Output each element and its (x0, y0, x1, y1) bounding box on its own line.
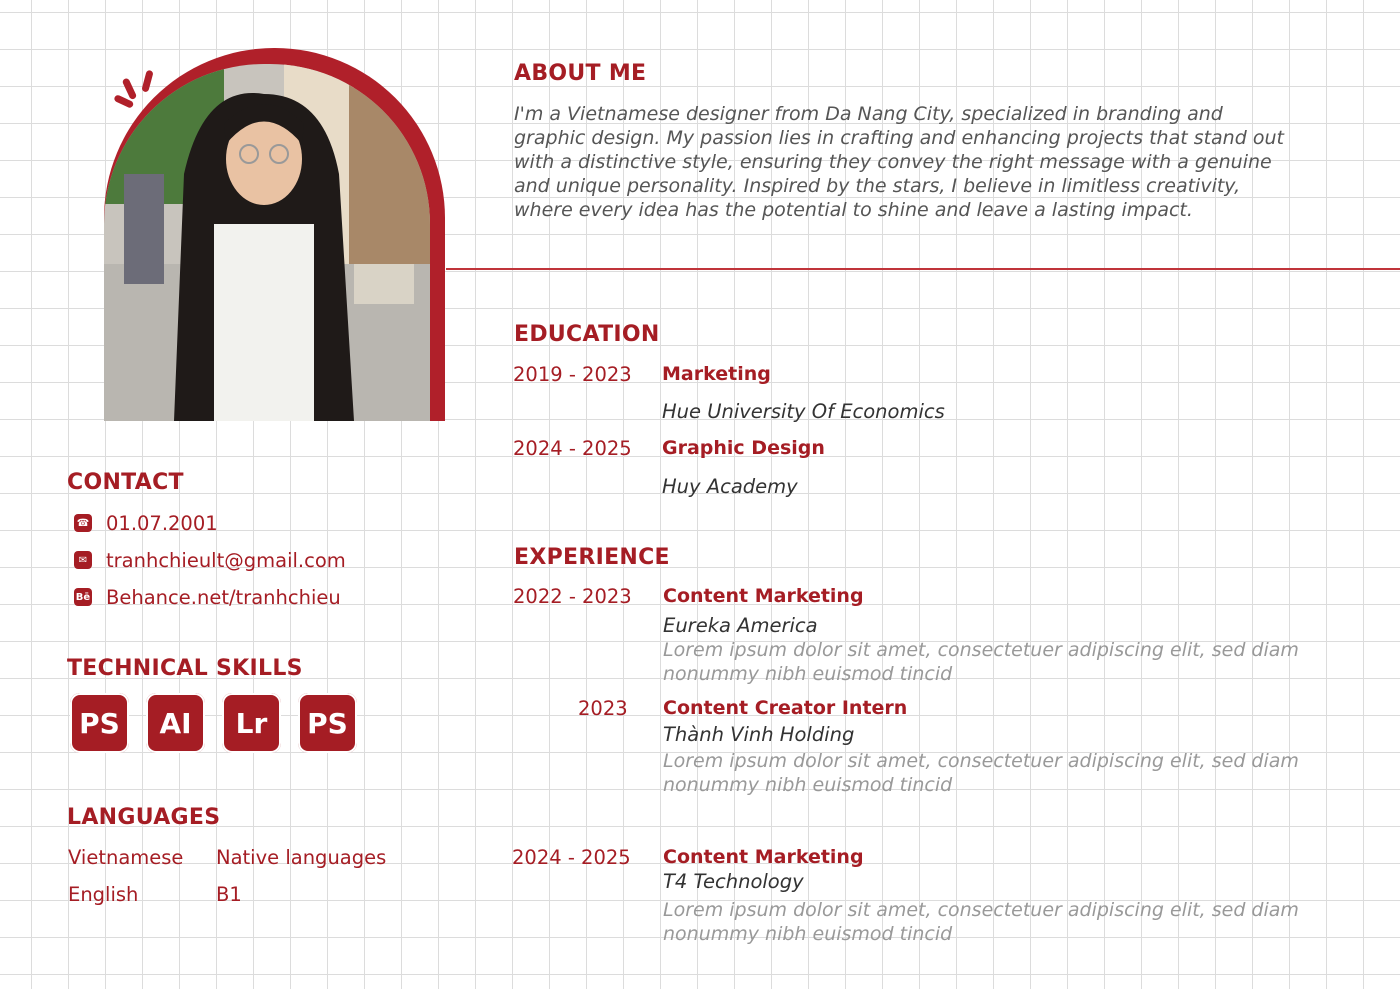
experience-role: Content Marketing (663, 846, 864, 868)
contact-title: CONTACT (67, 470, 184, 495)
experience-description: Lorem ipsum dolor sit amet, consectetuer adipiscing elit, sed diam nonummy nibh euismod tincid (663, 639, 1299, 685)
language-name: English (68, 883, 139, 906)
language-level: Native languages (216, 846, 387, 869)
phone-text: 01.07.2001 (106, 511, 218, 535)
skill-badge-photoshop: PS (298, 693, 357, 753)
experience-years: 2023 (578, 697, 628, 720)
phone-icon: ☎ (74, 514, 92, 532)
skill-badge-lightroom: Lr (222, 693, 281, 753)
contact-behance[interactable] (74, 585, 341, 609)
experience-years: 2024 - 2025 (512, 846, 631, 869)
sparkle-decoration-icon (112, 70, 162, 115)
education-school: Huy Academy (662, 475, 798, 498)
experience-title: EXPERIENCE (514, 545, 670, 570)
contact-phone (74, 511, 218, 535)
behance-icon: Bē (74, 588, 92, 606)
about-text: I'm a Vietnamese designer from Da Nang City, specialized in branding and graphic design. My passion lies in crafting and enhancing projects that stand out with a distinctive style, ensuring they convey the right message with a genuine and unique personality. Inspired by the stars, I believe in limitless creativity, where every idea has the potential to shine and leave a lasting impact. (514, 103, 1284, 221)
experience-company: Thành Vinh Holding (663, 723, 855, 746)
email-icon: ✉ (74, 551, 92, 569)
skills-title: TECHNICAL SKILLS (67, 656, 303, 681)
experience-years: 2022 - 2023 (513, 585, 632, 608)
education-years: 2019 - 2023 (513, 363, 632, 386)
experience-description: Lorem ipsum dolor sit amet, consectetuer adipiscing elit, sed diam nonummy nibh euismod tincid (663, 899, 1299, 945)
behance-text[interactable]: Behance.net/tranhchieu (106, 585, 341, 609)
email-text[interactable]: tranhchieult@gmail.com (106, 548, 346, 572)
education-school: Hue University Of Economics (662, 400, 945, 423)
experience-description: Lorem ipsum dolor sit amet, consectetuer adipiscing elit, sed diam nonummy nibh euismod tincid (663, 750, 1299, 796)
about-title: ABOUT ME (514, 61, 647, 86)
experience-company: Eureka America (663, 614, 818, 637)
education-degree: Graphic Design (662, 437, 825, 459)
education-years: 2024 - 2025 (513, 437, 632, 460)
experience-company: T4 Technology (663, 870, 804, 893)
profile-photo-illustration (104, 64, 430, 421)
contact-email[interactable] (74, 548, 346, 572)
education-degree: Marketing (662, 363, 771, 385)
profile-photo (104, 64, 430, 421)
languages-title: LANGUAGES (67, 805, 221, 830)
skill-badge-illustrator: AI (146, 693, 205, 753)
about-divider (446, 268, 1400, 270)
skill-badge-photoshop: PS (70, 693, 129, 753)
education-title: EDUCATION (514, 322, 660, 347)
experience-role: Content Marketing (663, 585, 864, 607)
language-name: Vietnamese (68, 846, 184, 869)
experience-role: Content Creator Intern (663, 697, 908, 719)
language-level: B1 (216, 883, 242, 906)
